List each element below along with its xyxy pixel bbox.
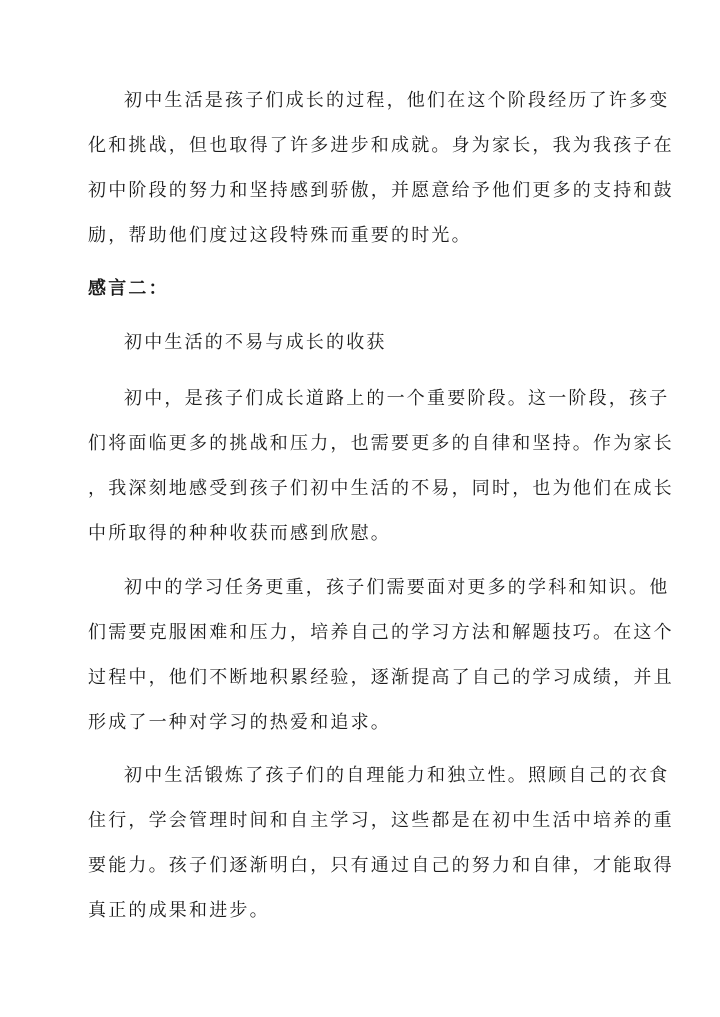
paragraph-line: 们将面临更多的挑战和压力，也需要更多的自律和坚持。作为家长: [88, 433, 674, 454]
paragraph-3: [88, 565, 674, 745]
paragraph-line: ，我深刻地感受到孩子们初中生活的不易，同时，也为他们在成长: [88, 478, 674, 499]
paragraph-line: 中所取得的种种收获而感到欣慰。: [88, 523, 391, 544]
paragraph-line: 化和挑战，但也取得了许多进步和成就。身为家长，我为我孩子在: [88, 135, 674, 156]
paragraph-line: 初中阶段的努力和坚持感到骄傲，并愿意给予他们更多的支持和鼓: [88, 180, 674, 201]
paragraph-line: 初中生活是孩子们成长的过程，他们在这个阶段经历了许多变: [124, 90, 670, 111]
paragraph-line: 住行，学会管理时间和自主学习，这些都是在初中生活中培养的重: [88, 810, 674, 831]
section-heading: 感言二：: [88, 278, 169, 299]
paragraph-line: 要能力。孩子们逐渐明白，只有通过自己的努力和自律，才能取得: [88, 855, 674, 876]
paragraph-line: 初中的学习任务更重，孩子们需要面对更多的学科和知识。他: [124, 577, 670, 598]
paragraph-line: 形成了一种对学习的热爱和追求。: [88, 712, 391, 733]
paragraph-line: 们需要克服困难和压力，培养自己的学习方法和解题技巧。在这个: [88, 622, 674, 643]
paragraph-line: 励，帮助他们度过这段特殊而重要的时光。: [88, 225, 472, 246]
paragraph-1: [88, 78, 674, 258]
paragraph-line: 初中，是孩子们成长道路上的一个重要阶段。这一阶段，孩子: [124, 388, 670, 409]
paragraph-line: 真正的成果和进步。: [88, 900, 270, 921]
section-subtitle: 初中生活的不易与成长的收获: [124, 332, 387, 353]
paragraph-4: [88, 753, 674, 933]
paragraph-2: [88, 376, 674, 556]
paragraph-line: 过程中，他们不断地积累经验，逐渐提高了自己的学习成绩，并且: [88, 667, 674, 688]
paragraph-line: 初中生活锻炼了孩子们的自理能力和独立性。照顾自己的衣食: [124, 765, 670, 786]
